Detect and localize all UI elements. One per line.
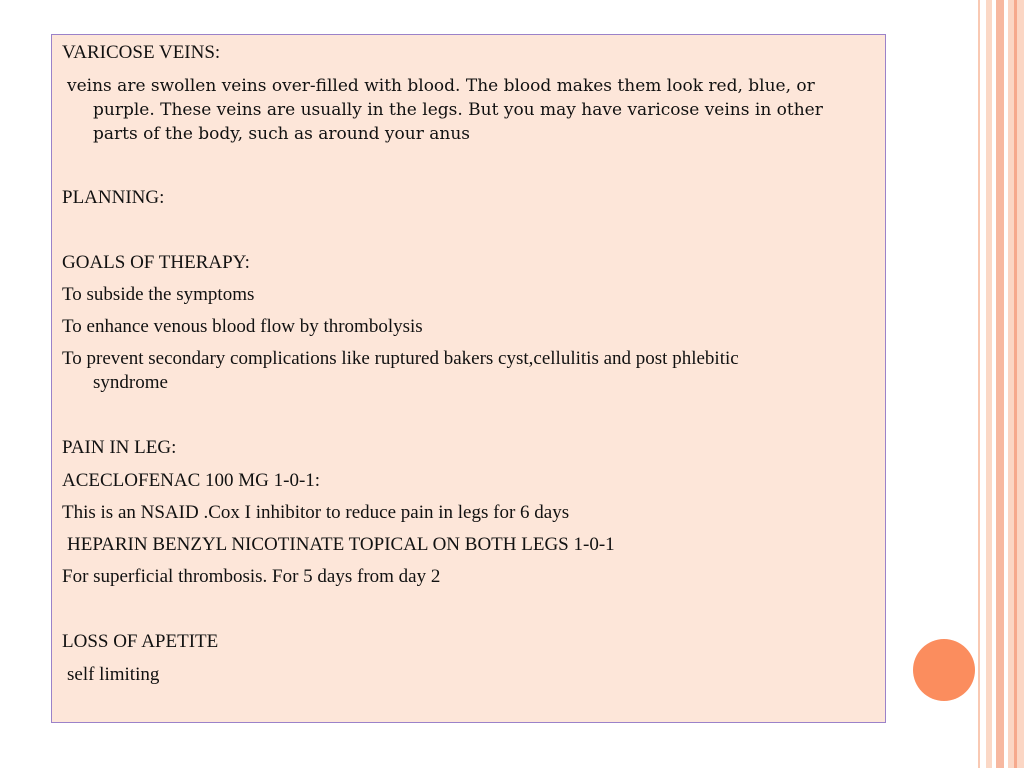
goal-item-continuation: syndrome (93, 372, 168, 393)
drug-name: ACECLOFENAC 100 MG 1-0-1: (62, 470, 321, 491)
heading-varicose-veins: VARICOSE VEINS: (62, 42, 221, 63)
heading-loss-of-appetite: LOSS OF APETITE (62, 631, 219, 652)
drug-description: For superficial thrombosis. For 5 days from day 2 (62, 566, 441, 587)
decorative-stripe (1014, 0, 1017, 768)
appetite-note: self limiting (67, 664, 160, 685)
definition-line: veins are swollen veins over-filled with blood. The blood makes them look red, blue, or (67, 76, 815, 96)
drug-description: This is an NSAID .Cox I inhibitor to reduce pain in legs for 6 days (62, 502, 570, 523)
decorative-stripe (986, 0, 992, 768)
definition-paragraph (62, 74, 877, 146)
content-card (51, 34, 886, 723)
heading-pain-in-leg: PAIN IN LEG: (62, 437, 177, 458)
goal-item: To subside the symptoms (62, 284, 255, 305)
definition-line: purple. These veins are usually in the legs. But you may have varicose veins in other (93, 100, 823, 120)
decorative-stripe (996, 0, 1004, 768)
definition-line: parts of the body, such as around your anus (93, 124, 470, 144)
goal-item: To enhance venous blood flow by thrombolysis (62, 316, 423, 337)
decorative-stripe (978, 0, 980, 768)
decorative-circle (913, 639, 975, 701)
heading-planning: PLANNING: (62, 187, 165, 208)
drug-name: HEPARIN BENZYL NICOTINATE TOPICAL ON BOTH LEGS 1-0-1 (67, 534, 615, 555)
goal-item: To prevent secondary complications like ruptured bakers cyst,cellulitis and post phlebitic (62, 348, 739, 369)
heading-goals-of-therapy: GOALS OF THERAPY: (62, 252, 250, 273)
